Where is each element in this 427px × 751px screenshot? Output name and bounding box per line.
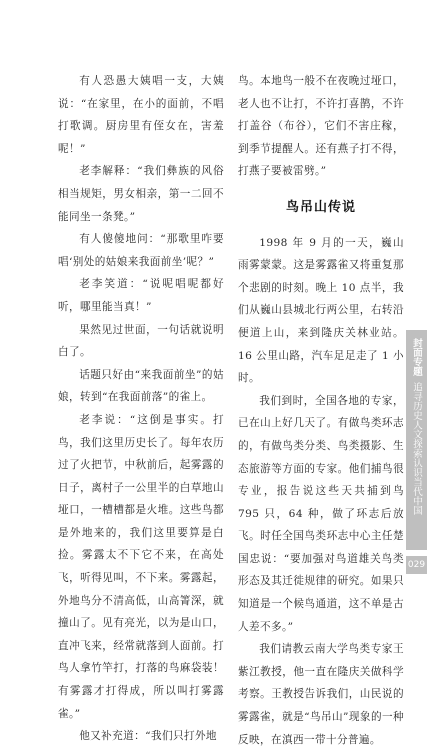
side-tab-subtitle: 追寻历史人文探索认识当代中国 bbox=[411, 382, 422, 515]
paragraph: 1998 年 9 月的一天，巍山雨雾蒙蒙。这是雾露雀又将重复那个悲剧的时刻。晚上 10 点半，我们从巍山县城北行两公里，右转沿便道上山，来到隆庆关林业站。16 公里山路，汽车足足走了 1 小时。 bbox=[238, 236, 404, 385]
paragraph: 我们请教云南大学鸟类专家王紫江教授，他一直在隆庆关做科学考察。王教授告诉我们，山民说的雾露雀，就是“鸟吊山”现象的一种反映，在滇西一带十分普遍。 bbox=[238, 643, 404, 746]
side-tab-section: 封面专题 bbox=[411, 338, 422, 376]
right-column bbox=[238, 70, 404, 751]
paragraph: 有人傻傻地问：“那歌里咋要唱‘别处的姑娘来我面前坐’呢？” bbox=[58, 233, 224, 268]
side-tab bbox=[406, 330, 427, 550]
paragraph: 我们到时，全国各地的专家，已在山上好几天了。有做鸟类环志的，有做鸟类分类、鸟类摄影、生态旅游等方面的专家。他们捕鸟很专业，报告说这些天共捕到鸟 795 只，64 种，做了环志后放飞。时任全国鸟类环志中心主任楚国忠说：“要加强对鸟道雄关鸟类形态及其迁徙规律的研究。如果只知道是一个候鸟通道，这不单是古人差不多。” bbox=[238, 394, 404, 633]
page-number: 029 bbox=[406, 556, 427, 574]
paragraph: 有人恐愚大姨唱一支，大姨说：“在家里，在小的面前，不唱打歌调。厨房里有侄女在，害羞呢！” bbox=[58, 75, 224, 155]
paragraph: 老李解释：“我们彝族的风俗相当规矩，男女相亲，第一二回不能同坐一条凳。” bbox=[58, 165, 224, 223]
paragraph: 话题只好由“来我面前坐”的姑娘，转到“在我面前落”的雀上。 bbox=[58, 368, 224, 404]
paragraph: 老李说：“这倒是事实。打鸟，我们这里历史长了。每年农历过了火把节，中秋前后，起雾露的日子，离村子一公里半的白草地山垭口，一槽槽都是火堆。这些鸟都是外地来的，我们这里要算是白捡。雾露太不下它不来，在高处飞，听得见叫，不下来。雾露起，外地鸟分不清高低，山高箐深，就撞山了。见有亮光，以为是山口，直冲飞来，经常就落到人面前。打鸟人拿竹竿打，打落的鸟麻袋装！有雾露才打得成，所以叫打雾露雀。” bbox=[58, 413, 224, 720]
right-column-bottom bbox=[238, 232, 404, 751]
right-column-top bbox=[238, 70, 404, 183]
left-column bbox=[58, 70, 224, 748]
paragraph: 鸟。本地鸟一般不在夜晚过垭口，老人也不让打，不许打喜鹊，不许打盖谷（布谷），它们不害庄稼，到季节提醒人。还有燕子打不得，打燕子要被雷劈。” bbox=[238, 75, 404, 178]
section-title: 鸟吊山传说 bbox=[285, 199, 356, 215]
paragraph: 他又补充道：“我们只打外地 bbox=[79, 730, 217, 743]
paragraph: 老李笑道：“说呢唱呢都好听，哪里能当真！” bbox=[58, 278, 224, 313]
paragraph: 果然见过世面，一句话就说明白了。 bbox=[58, 323, 224, 359]
